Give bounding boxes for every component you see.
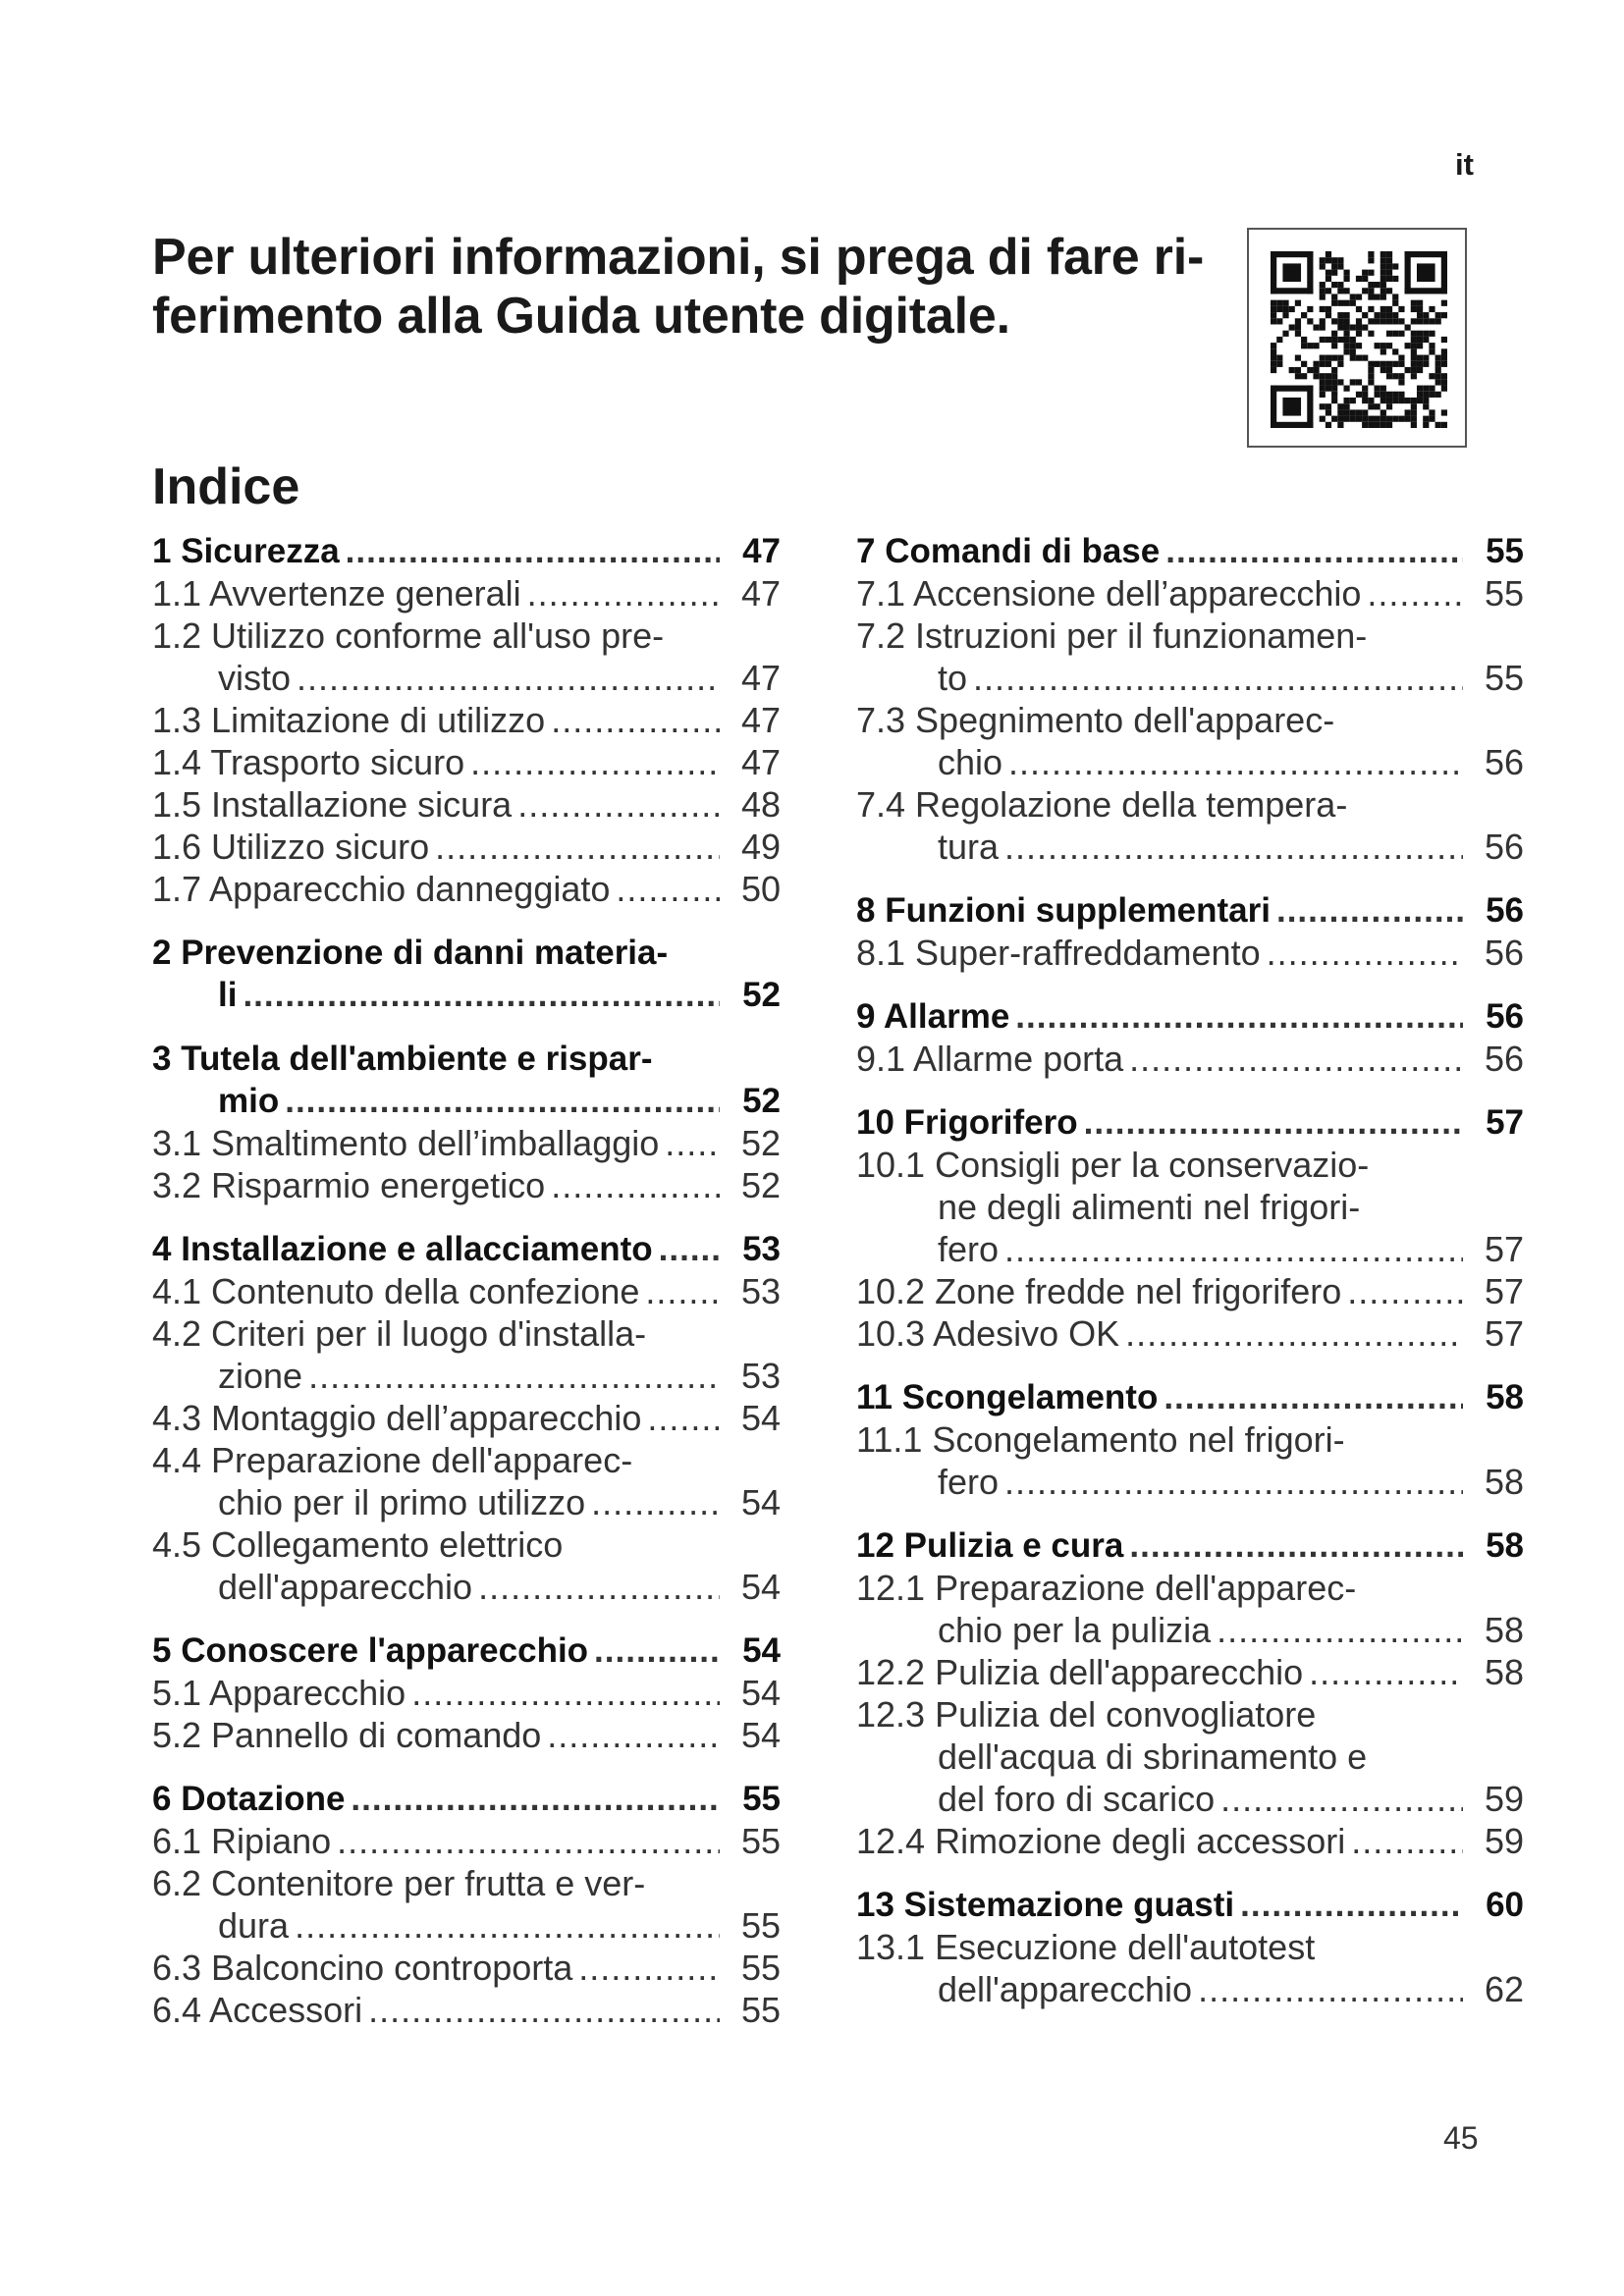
dot-leader	[578, 1947, 720, 1989]
toc-subsection-entry[interactable]	[152, 1672, 781, 1714]
toc-page-number: 56	[1486, 997, 1524, 1036]
toc-subsection-entry[interactable]	[152, 1714, 781, 1756]
toc-entry-title: 5 Conoscere l'apparecchio	[152, 1631, 589, 1670]
toc-page-number: 58	[1484, 1610, 1524, 1650]
toc-entry-line	[152, 1355, 781, 1397]
toc-entry-title: 13 Sistemazione guasti	[856, 1886, 1235, 1924]
dot-leader	[1129, 1524, 1463, 1567]
toc-page-number: 52	[740, 1123, 781, 1163]
toc-page-number: 59	[1484, 1821, 1524, 1861]
toc-page-number: 55	[740, 1990, 781, 2030]
dot-leader	[645, 1270, 720, 1312]
toc-subsection-entry[interactable]	[856, 1693, 1524, 1820]
toc-subsection-entry[interactable]	[856, 572, 1524, 614]
toc-page-number: 57	[1486, 1103, 1524, 1142]
toc-page-number: 55	[742, 1780, 781, 1818]
toc-entry-line	[152, 572, 781, 614]
toc-page-number: 54	[740, 1567, 781, 1607]
toc-entry-title: 13.1 Esecuzione dell'autotest	[856, 1927, 1316, 1967]
toc-page-number: 57	[1484, 1229, 1524, 1269]
toc-entry-title-continued: dell'apparecchio	[218, 1567, 473, 1607]
toc-entry-title: 6.3 Balconcino controporta	[152, 1948, 573, 1988]
toc-section	[856, 1376, 1524, 1503]
toc-section	[856, 995, 1524, 1080]
dot-leader	[1309, 1651, 1463, 1693]
toc-page-number: 55	[1484, 573, 1524, 614]
toc-entry-line	[856, 741, 1524, 783]
toc-entry-line	[856, 995, 1524, 1038]
toc-chapter-entry[interactable]	[856, 1376, 1524, 1418]
toc-entry-title: 8 Funzioni supplementari	[856, 891, 1271, 930]
toc-entry-line	[856, 1884, 1524, 1926]
toc-entry-title-continued: fero	[938, 1229, 1000, 1269]
toc-page-number: 57	[1484, 1313, 1524, 1354]
toc-entry-title-continued: to	[938, 658, 968, 698]
dot-leader	[547, 1714, 720, 1756]
toc-section	[152, 1228, 781, 1608]
toc-entry-line	[856, 932, 1524, 974]
toc-page-number: 47	[740, 658, 781, 698]
dot-leader	[1347, 1270, 1463, 1312]
toc-entry-title: 12.3 Pulizia del convogliatore	[856, 1694, 1317, 1735]
toc-page-number: 54	[742, 1631, 781, 1670]
toc-entry-line	[152, 826, 781, 868]
toc-entry-line	[152, 741, 781, 783]
toc-chapter-entry[interactable]	[152, 1778, 781, 1820]
toc-left-column	[152, 530, 781, 2053]
toc-entry-line	[152, 699, 781, 741]
page-number: 45	[1443, 2120, 1479, 2156]
toc-entry-line	[152, 1566, 781, 1608]
toc-entry-line	[152, 1714, 781, 1756]
toc-entry-title: 1.6 Utilizzo sicuro	[152, 827, 430, 867]
dot-leader	[346, 530, 720, 572]
dot-leader	[1240, 1884, 1463, 1926]
toc-entry-title: 3.2 Risparmio energetico	[152, 1165, 546, 1205]
toc-page-number: 50	[740, 869, 781, 909]
toc-entry-title: 4.3 Montaggio dell’apparecchio	[152, 1398, 642, 1438]
toc-subsection-entry[interactable]	[152, 1397, 781, 1439]
toc-subsection-entry[interactable]	[856, 1567, 1524, 1651]
toc-section	[856, 1884, 1524, 2010]
toc-entry-title: 12 Pulizia e cura	[856, 1526, 1124, 1565]
toc-entry-title: 12.1 Preparazione dell'apparec-	[856, 1568, 1357, 1608]
toc-entry-title: 7 Comandi di base	[856, 532, 1161, 570]
toc-entry-title: 1.1 Avvertenze generali	[152, 573, 521, 614]
toc-page-number: 55	[740, 1948, 781, 1988]
toc-entry-title-continued: visto	[218, 658, 292, 698]
toc-entry-title: 1.7 Apparecchio danneggiato	[152, 869, 611, 909]
dot-leader	[308, 1355, 720, 1397]
toc-entry-title-continued: dell'acqua di sbrinamento e	[938, 1736, 1368, 1777]
toc-page-number: 59	[1484, 1779, 1524, 1819]
toc-entry-line	[856, 1609, 1524, 1651]
toc-section	[856, 1101, 1524, 1355]
toc-entry-line	[856, 1038, 1524, 1080]
dot-leader	[337, 1820, 720, 1862]
toc-entry-title: 2 Prevenzione di danni materia-	[152, 934, 669, 972]
dot-leader	[659, 1228, 720, 1270]
toc-entry-title: 3.1 Smaltimento dell’imballaggio	[152, 1123, 660, 1163]
toc-page-number: 55	[740, 1905, 781, 1946]
toc-subsection-entry[interactable]	[152, 614, 781, 699]
toc-page-number: 48	[740, 784, 781, 825]
dot-leader	[243, 974, 720, 1016]
dot-leader	[1015, 995, 1463, 1038]
toc-entry-line	[856, 1461, 1524, 1503]
language-code: it	[1455, 147, 1474, 182]
dot-leader	[1217, 1609, 1463, 1651]
toc-subsection-entry[interactable]	[152, 1270, 781, 1312]
toc-page-number: 47	[740, 700, 781, 740]
toc-subsection-entry[interactable]	[152, 1523, 781, 1608]
toc-section	[152, 932, 781, 1016]
dot-leader	[1129, 1038, 1463, 1080]
toc-subsection-entry[interactable]	[152, 1439, 781, 1523]
qr-code-icon	[1271, 251, 1447, 428]
dot-leader	[616, 868, 720, 910]
toc-entry-title: 11 Scongelamento	[856, 1378, 1159, 1416]
toc-subsection-entry[interactable]	[856, 1144, 1524, 1270]
dot-leader	[1164, 1376, 1463, 1418]
toc-entry-title: 4.4 Preparazione dell'apparec-	[152, 1440, 633, 1480]
toc-chapter-entry[interactable]	[856, 1884, 1524, 1926]
toc-page-number: 54	[740, 1482, 781, 1522]
dot-leader	[517, 783, 720, 826]
toc-subsection-entry[interactable]	[152, 572, 781, 614]
toc-entry-line	[152, 1904, 781, 1947]
toc-subsection-entry[interactable]	[856, 1418, 1524, 1503]
toc-entry-title: 12.2 Pulizia dell'apparecchio	[856, 1652, 1304, 1692]
dot-leader	[411, 1672, 720, 1714]
toc-page-number: 52	[740, 1165, 781, 1205]
toc-section	[152, 1778, 781, 2031]
toc-page-number: 54	[740, 1715, 781, 1755]
toc-entry-line	[152, 1122, 781, 1164]
toc-subsection-entry[interactable]	[152, 1862, 781, 1947]
toc-entry-title: 12.4 Rimozione degli accessori	[856, 1821, 1346, 1861]
toc-subsection-entry[interactable]	[152, 783, 781, 826]
toc-subsection-entry[interactable]	[152, 826, 781, 868]
dot-leader	[435, 826, 720, 868]
toc-entry-title: 5.2 Pannello di comando	[152, 1715, 542, 1755]
toc-entry-line	[152, 974, 781, 1016]
toc-page-number: 55	[1486, 532, 1524, 570]
toc-entry-title: 6 Dotazione	[152, 1780, 346, 1818]
notice-line-1: Per ulteriori informazioni, si prega di fare ri-	[152, 229, 1205, 286]
toc-entry-title-continued: li	[218, 976, 238, 1014]
toc-page-number: 60	[1486, 1886, 1524, 1924]
toc-page-number: 58	[1484, 1462, 1524, 1502]
toc-entry-line	[152, 1228, 781, 1270]
toc-entry-line	[856, 1376, 1524, 1418]
toc-subsection-entry[interactable]	[152, 699, 781, 741]
toc-page-number: 53	[742, 1230, 781, 1268]
toc-entry-title-continued: mio	[218, 1082, 280, 1120]
toc-page-number: 52	[742, 976, 781, 1014]
toc-entry-line	[152, 783, 781, 826]
toc-subsection-entry[interactable]	[856, 699, 1524, 783]
toc-page-number: 47	[740, 742, 781, 782]
toc-entry-title: 4.5 Collegamento elettrico	[152, 1524, 564, 1565]
toc-entry-title: 10.3 Adesivo OK	[856, 1313, 1120, 1354]
toc-entry-title: 4.2 Criteri per il luogo d'installa-	[152, 1313, 647, 1354]
toc-right-column	[856, 530, 1524, 2032]
toc-entry-line	[152, 1778, 781, 1820]
toc-entry-title: 10.1 Consigli per la conservazio-	[856, 1145, 1370, 1185]
toc-entry-line	[856, 1968, 1524, 2010]
toc-page-number: 58	[1486, 1378, 1524, 1416]
dot-leader	[470, 741, 720, 783]
dot-leader	[1220, 1778, 1463, 1820]
toc-page-number: 62	[1484, 1969, 1524, 2009]
toc-entry-title: 10 Frigorifero	[856, 1103, 1078, 1142]
dot-leader	[591, 1481, 720, 1523]
toc-chapter-entry[interactable]	[152, 1038, 781, 1122]
toc-entry-title-continued: chio per il primo utilizzo	[218, 1482, 586, 1522]
toc-page-number: 47	[740, 573, 781, 614]
toc-entry-title: 11.1 Scongelamento nel frigori-	[856, 1419, 1345, 1460]
toc-entry-line	[152, 1164, 781, 1206]
toc-entry-line	[856, 826, 1524, 868]
toc-entry-title: 7.2 Istruzioni per il funzionamen-	[856, 615, 1368, 656]
toc-entry-line	[856, 889, 1524, 932]
dot-leader	[665, 1122, 720, 1164]
toc-entry-line	[152, 1672, 781, 1714]
toc-chapter-entry[interactable]	[856, 1101, 1524, 1144]
toc-entry-line	[152, 530, 781, 572]
toc-entry-title: 5.1 Apparecchio	[152, 1673, 406, 1713]
toc-entry-line	[856, 1312, 1524, 1355]
dot-leader	[551, 1164, 720, 1206]
toc-section	[152, 1038, 781, 1206]
toc-entry-line	[856, 530, 1524, 572]
notice-line-2: ferimento alla Guida utente digitale.	[152, 288, 1010, 345]
dot-leader	[1267, 932, 1463, 974]
dot-leader	[1004, 1228, 1463, 1270]
dot-leader	[1351, 1820, 1463, 1862]
toc-entry-line	[152, 1820, 781, 1862]
toc-page-number: 53	[740, 1356, 781, 1396]
toc-page-number: 53	[740, 1271, 781, 1311]
toc-entry-title-continued: dell'apparecchio	[938, 1969, 1193, 2009]
toc-chapter-entry[interactable]	[152, 1228, 781, 1270]
toc-subsection-entry[interactable]	[856, 1038, 1524, 1080]
dot-leader	[368, 1989, 720, 2031]
dot-leader	[351, 1778, 720, 1820]
toc-subsection-entry[interactable]	[152, 1989, 781, 2031]
dot-leader	[285, 1080, 720, 1122]
dot-leader	[527, 572, 720, 614]
toc-entry-title: 1.3 Limitazione di utilizzo	[152, 700, 546, 740]
toc-entry-title-continued: ne degli alimenti nel frigori-	[938, 1187, 1361, 1227]
toc-page-number: 56	[1484, 933, 1524, 973]
toc-subsection-entry[interactable]	[856, 932, 1524, 974]
toc-section	[856, 889, 1524, 974]
toc-chapter-entry[interactable]	[856, 889, 1524, 932]
dot-leader	[1004, 826, 1463, 868]
toc-page-number: 58	[1486, 1526, 1524, 1565]
toc-entry-title: 8.1 Super-raffreddamento	[856, 933, 1261, 973]
toc-entry-title: 6.4 Accessori	[152, 1990, 363, 2030]
toc-entry-line	[152, 657, 781, 699]
toc-entry-title: 3 Tutela dell'ambiente e rispar-	[152, 1040, 653, 1078]
toc-entry-title: 7.3 Spegnimento dell'apparec-	[856, 700, 1335, 740]
toc-subsection-entry[interactable]	[152, 1312, 781, 1397]
toc-page-number: 47	[742, 532, 781, 570]
dot-leader	[647, 1397, 720, 1439]
toc-entry-line	[152, 1397, 781, 1439]
toc-entry-line	[856, 1228, 1524, 1270]
toc-entry-line	[856, 1101, 1524, 1144]
toc-entry-title: 1.4 Trasporto sicuro	[152, 742, 465, 782]
toc-entry-title: 1 Sicurezza	[152, 532, 340, 570]
toc-entry-title: 9 Allarme	[856, 997, 1010, 1036]
dot-leader	[973, 657, 1463, 699]
dot-leader	[295, 1904, 720, 1947]
toc-entry-line	[856, 657, 1524, 699]
dot-leader	[1008, 741, 1463, 783]
toc-subsection-entry[interactable]	[856, 1312, 1524, 1355]
toc-entry-title: 6.1 Ripiano	[152, 1821, 332, 1861]
toc-entry-title: 7.4 Regolazione della tempera-	[856, 784, 1348, 825]
toc-entry-title: 10.2 Zone fredde nel frigorifero	[856, 1271, 1342, 1311]
toc-subsection-entry[interactable]	[856, 1651, 1524, 1693]
toc-page-number: 54	[740, 1673, 781, 1713]
dot-leader	[1198, 1968, 1463, 2010]
toc-subsection-entry[interactable]	[856, 1926, 1524, 2010]
dot-leader	[1367, 572, 1463, 614]
toc-entry-title: 1.2 Utilizzo conforme all'uso pre-	[152, 615, 665, 656]
index-title: Indice	[152, 458, 300, 515]
toc-page-number: 54	[740, 1398, 781, 1438]
toc-page-number: 56	[1484, 742, 1524, 782]
toc-chapter-entry[interactable]	[856, 530, 1524, 572]
toc-subsection-entry[interactable]	[856, 1270, 1524, 1312]
toc-chapter-entry[interactable]	[856, 995, 1524, 1038]
toc-page-number: 55	[1484, 658, 1524, 698]
toc-entry-line	[152, 1989, 781, 2031]
dot-leader	[1084, 1101, 1463, 1144]
toc-subsection-entry[interactable]	[152, 1122, 781, 1164]
toc-entry-title-continued: del foro di scarico	[938, 1779, 1216, 1819]
toc-page-number: 56	[1486, 891, 1524, 930]
toc-page-number: 52	[742, 1082, 781, 1120]
toc-section	[152, 530, 781, 910]
toc-entry-line	[856, 1270, 1524, 1312]
toc-chapter-entry[interactable]	[152, 932, 781, 1016]
toc-entry-title: 6.2 Contenitore per frutta e ver-	[152, 1863, 646, 1903]
toc-section	[152, 1629, 781, 1756]
toc-entry-line	[152, 1629, 781, 1672]
toc-entry-line	[152, 1080, 781, 1122]
toc-entry-title: 4 Installazione e allacciamento	[152, 1230, 653, 1268]
toc-page-number: 55	[740, 1821, 781, 1861]
toc-section	[856, 1524, 1524, 1862]
toc-page-number: 58	[1484, 1652, 1524, 1692]
toc-entry-line	[856, 1820, 1524, 1862]
toc-entry-line	[856, 1778, 1524, 1820]
digital-guide-notice	[152, 228, 1213, 346]
toc-page-number: 56	[1484, 827, 1524, 867]
toc-page-number: 56	[1484, 1039, 1524, 1079]
toc-chapter-entry[interactable]	[152, 530, 781, 572]
toc-entry-line	[152, 1481, 781, 1523]
toc-subsection-entry[interactable]	[152, 741, 781, 783]
toc-subsection-entry[interactable]	[856, 614, 1524, 699]
qr-code-frame[interactable]	[1247, 228, 1467, 448]
toc-subsection-entry[interactable]	[152, 868, 781, 910]
toc-section	[856, 530, 1524, 868]
toc-entry-title-continued: zione	[218, 1356, 303, 1396]
toc-chapter-entry[interactable]	[856, 1524, 1524, 1567]
toc-page-number: 49	[740, 827, 781, 867]
toc-entry-title-continued: dura	[218, 1905, 290, 1946]
toc-entry-line	[152, 1270, 781, 1312]
dot-leader	[1125, 1312, 1463, 1355]
dot-leader	[551, 699, 720, 741]
toc-entry-title: 9.1 Allarme porta	[856, 1039, 1124, 1079]
toc-chapter-entry[interactable]	[152, 1629, 781, 1672]
dot-leader	[478, 1566, 720, 1608]
dot-leader	[1276, 889, 1463, 932]
dot-leader	[594, 1629, 720, 1672]
dot-leader	[1165, 530, 1463, 572]
toc-entry-line	[856, 1651, 1524, 1693]
toc-entry-title-continued: tura	[938, 827, 1000, 867]
toc-entry-title: 4.1 Contenuto della confezione	[152, 1271, 640, 1311]
toc-entry-title: 1.5 Installazione sicura	[152, 784, 513, 825]
toc-entry-line	[856, 1524, 1524, 1567]
toc-entry-title: 7.1 Accensione dell’apparecchio	[856, 573, 1362, 614]
toc-entry-line	[152, 1947, 781, 1989]
toc-page-number: 57	[1484, 1271, 1524, 1311]
toc-subsection-entry[interactable]	[152, 1820, 781, 1862]
toc-subsection-entry[interactable]	[856, 783, 1524, 868]
dot-leader	[1004, 1461, 1463, 1503]
toc-subsection-entry[interactable]	[856, 1820, 1524, 1862]
toc-entry-title-continued: chio per la pulizia	[938, 1610, 1212, 1650]
toc-entry-title-continued: chio	[938, 742, 1003, 782]
toc-subsection-entry[interactable]	[152, 1947, 781, 1989]
dot-leader	[297, 657, 720, 699]
toc-entry-title-continued: fero	[938, 1462, 1000, 1502]
toc-subsection-entry[interactable]	[152, 1164, 781, 1206]
toc-entry-line	[856, 572, 1524, 614]
toc-entry-line	[152, 868, 781, 910]
